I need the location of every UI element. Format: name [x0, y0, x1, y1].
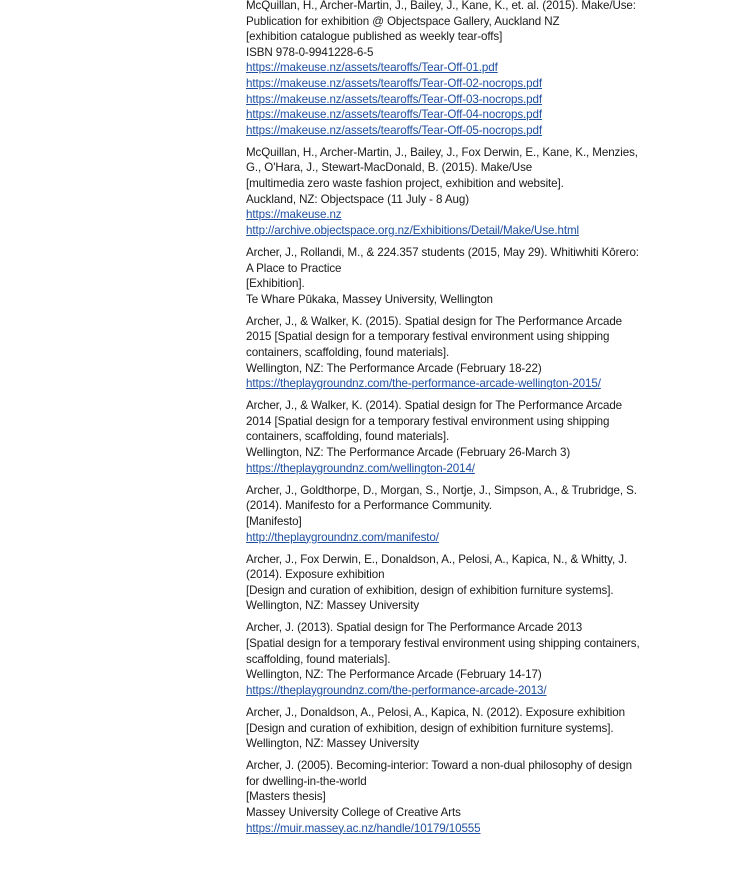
reference-text-line: McQuillan, H., Archer-Martin, J., Bailey, J., Kane, K., et. al. (2015). Make/Use: [246, 0, 636, 12]
reference-text-line: [Design and curation of exhibition, design of exhibition furniture systems]. [246, 583, 614, 597]
reference-text-line: Archer, J., Rollandi, M., & 224.357 students (2015, May 29). Whitiwhiti Kōrero: [246, 245, 639, 259]
reference-text-line: for dwelling-in-the-world [246, 774, 367, 788]
reference-link[interactable]: https://theplaygroundnz.com/the-performance-arcade-wellington-2015/ [246, 377, 601, 391]
reference-text-line: ISBN 978-0-9941228-6-5 [246, 45, 374, 59]
reference-text-line: Publication for exhibition @ Objectspace Gallery, Auckland NZ [246, 14, 560, 28]
reference-text-line: Archer, J., Fox Derwin, E., Donaldson, A., Pelosi, A., Kapica, N., & Whitty, J. [246, 552, 628, 566]
reference-link[interactable]: https://makeuse.nz [246, 208, 342, 222]
reference-text-line: [Exhibition]. [246, 277, 305, 291]
reference-text-line: G., O'Hara, J., Stewart-MacDonald, B. (2015). Make/Use [246, 161, 533, 175]
reference-entry [246, 620, 646, 698]
reference-entry [246, 145, 646, 239]
reference-text-line: containers, scaffolding, found materials]. [246, 430, 450, 444]
reference-entry [246, 0, 646, 138]
reference-link[interactable]: https://muir.massey.ac.nz/handle/10179/10555 [246, 821, 481, 835]
reference-entry [246, 705, 646, 752]
reference-text-line: 2015 [Spatial design for a temporary festival environment using shipping [246, 330, 610, 344]
reference-text-line: Auckland, NZ: Objectspace (11 July - 8 Aug) [246, 192, 469, 206]
reference-entry [246, 483, 646, 545]
reference-entry [246, 314, 646, 392]
reference-text-line: Archer, J., Donaldson, A., Pelosi, A., Kapica, N. (2012). Exposure exhibition [246, 705, 625, 719]
reference-text-line: Massey University College of Creative Arts [246, 806, 461, 819]
reference-link[interactable]: https://makeuse.nz/assets/tearoffs/Tear-Off-02-nocrops.pdf [246, 76, 542, 90]
reference-text-line: (2014). Manifesto for a Performance Community. [246, 499, 492, 513]
reference-link[interactable]: https://makeuse.nz/assets/tearoffs/Tear-Off-05-nocrops.pdf [246, 123, 542, 137]
reference-link[interactable]: http://archive.objectspace.org.nz/Exhibitions/Detail/Make/Use.html [246, 223, 579, 237]
reference-text-line: [Design and curation of exhibition, design of exhibition furniture systems]. [246, 721, 614, 735]
reference-link[interactable]: https://makeuse.nz/assets/tearoffs/Tear-Off-04-nocrops.pdf [246, 108, 542, 122]
reference-link[interactable]: http://theplaygroundnz.com/manifesto/ [246, 530, 439, 544]
reference-entry [246, 758, 646, 836]
reference-text-line: Archer, J. (2005). Becoming-interior: Toward a non-dual philosophy of design [246, 759, 632, 773]
reference-text-line: 2014 [Spatial design for a temporary festival environment using shipping [246, 414, 610, 428]
reference-link[interactable]: https://makeuse.nz/assets/tearoffs/Tear-Off-03-nocrops.pdf [246, 92, 542, 106]
reference-text-line: McQuillan, H., Archer-Martin, J., Bailey, J., Fox Derwin, E., Kane, K., Menzies, [246, 145, 638, 159]
reference-entry [246, 552, 646, 614]
reference-link[interactable]: https://makeuse.nz/assets/tearoffs/Tear-Off-01.pdf [246, 61, 498, 75]
reference-link[interactable]: https://theplaygroundnz.com/the-performance-arcade-2013/ [246, 683, 547, 697]
reference-text-line: Archer, J., Goldthorpe, D., Morgan, S., Nortje, J., Simpson, A., & Trubridge, S. [246, 483, 637, 497]
reference-entry [246, 245, 646, 307]
reference-text-line: scaffolding, found materials]. [246, 652, 391, 666]
reference-text-line: Archer, J., & Walker, K. (2015). Spatial design for The Performance Arcade [246, 314, 623, 328]
reference-text-line: Wellington, NZ: Massey University [246, 599, 420, 613]
reference-link[interactable]: https://theplaygroundnz.com/wellington-2014/ [246, 461, 475, 475]
reference-entry [246, 398, 646, 476]
reference-text-line: [Manifesto] [246, 514, 302, 528]
reference-text-line: [Spatial design for a temporary festival environment using shipping containers, [246, 637, 640, 651]
reference-text-line: [exhibition catalogue published as weekly tear-offs] [246, 30, 503, 44]
reference-text-line: Wellington, NZ: Massey University [246, 737, 420, 751]
reference-text-line: containers, scaffolding, found materials]. [246, 345, 450, 359]
reference-text-line: [multimedia zero waste fashion project, exhibition and website]. [246, 177, 564, 191]
reference-text-line: Archer, J., & Walker, K. (2014). Spatial design for The Performance Arcade [246, 399, 623, 413]
reference-text-line: Archer, J. (2013). Spatial design for The Performance Arcade 2013 [246, 621, 583, 635]
reference-text-line: A Place to Practice [246, 261, 342, 275]
reference-list [246, 0, 646, 843]
reference-text-line: Wellington, NZ: The Performance Arcade (February 18-22) [246, 361, 542, 375]
reference-text-line: Te Whare Pūkaka, Massey University, Wellington [246, 292, 493, 306]
reference-text-line: (2014). Exposure exhibition [246, 568, 385, 582]
reference-text-line: [Masters thesis] [246, 790, 326, 804]
reference-text-line: Wellington, NZ: The Performance Arcade (February 26-March 3) [246, 446, 571, 460]
reference-text-line: Wellington, NZ: The Performance Arcade (February 14-17) [246, 668, 542, 682]
